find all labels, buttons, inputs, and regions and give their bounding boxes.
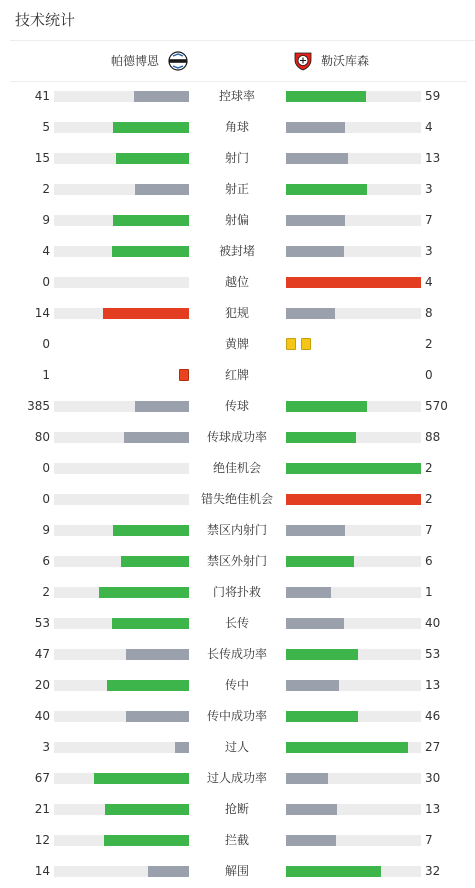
stat-label: 过人 <box>224 740 249 754</box>
home-stat-value: 40 <box>34 709 50 723</box>
away-stat-bar <box>286 773 421 784</box>
stat-row <box>0 301 475 325</box>
away-stat-bar <box>286 866 421 877</box>
home-stat-value: 5 <box>42 120 50 134</box>
home-stat-value: 53 <box>34 616 50 630</box>
home-stat-value: 1 <box>42 368 50 382</box>
away-stat-value: 3 <box>425 182 433 196</box>
stat-row <box>0 859 475 883</box>
away-stat-bar-fill <box>286 494 421 505</box>
home-stat-bar-fill <box>113 525 189 536</box>
home-stat-value: 4 <box>42 244 50 258</box>
stat-row <box>0 642 475 666</box>
stat-row <box>0 270 475 294</box>
stat-label: 越位 <box>224 275 249 289</box>
stat-row <box>0 766 475 790</box>
stat-row <box>0 394 475 418</box>
stat-label: 射正 <box>224 182 249 196</box>
home-stat-bar <box>54 401 189 412</box>
home-stat-bar-fill <box>94 773 189 784</box>
home-stat-bar <box>54 587 189 598</box>
stat-row <box>0 177 475 201</box>
home-stat-bar-fill <box>126 711 189 722</box>
home-stat-bar <box>54 246 189 257</box>
away-stat-bar <box>286 122 421 133</box>
yellow-card-icon <box>301 338 311 350</box>
home-stat-bar <box>54 804 189 815</box>
home-stat-value: 67 <box>34 771 50 785</box>
away-stat-bar-fill <box>286 215 345 226</box>
home-stat-bar-fill <box>135 184 189 195</box>
stat-label: 犯规 <box>224 306 249 320</box>
stat-label: 传中成功率 <box>206 709 267 723</box>
home-stat-bar-fill <box>175 742 189 753</box>
stat-row <box>0 549 475 573</box>
away-stat-bar-fill <box>286 91 366 102</box>
away-stat-bar-fill <box>286 804 337 815</box>
home-stat-bar <box>54 153 189 164</box>
away-stat-value: 7 <box>425 833 433 847</box>
home-stat-bar-fill <box>112 246 189 257</box>
away-stat-bar-fill <box>286 742 408 753</box>
stat-row <box>0 518 475 542</box>
away-stat-bar <box>286 556 421 567</box>
stat-label: 射门 <box>224 151 249 165</box>
stat-row <box>0 332 475 356</box>
stat-row <box>0 611 475 635</box>
away-stat-bar-fill <box>286 587 331 598</box>
away-stat-bar <box>286 587 421 598</box>
stat-label: 禁区外射门 <box>206 554 267 568</box>
away-stat-bar-fill <box>286 401 367 412</box>
stat-label: 黄牌 <box>224 337 249 351</box>
away-stat-bar <box>286 463 421 474</box>
home-stat-bar <box>54 835 189 846</box>
stat-label: 解围 <box>224 864 249 878</box>
home-stat-bar <box>54 773 189 784</box>
away-stat-bar <box>286 153 421 164</box>
away-stat-bar-fill <box>286 525 345 536</box>
home-stat-bar <box>54 742 189 753</box>
away-stat-bar-fill <box>286 618 344 629</box>
stat-label: 抢断 <box>224 802 249 816</box>
home-stat-bar-fill <box>113 122 189 133</box>
stat-label: 长传 <box>224 616 249 630</box>
stat-label: 绝佳机会 <box>212 461 261 475</box>
home-stat-value: 20 <box>34 678 50 692</box>
home-stat-value: 14 <box>34 306 50 320</box>
stat-label: 错失绝佳机会 <box>200 492 273 506</box>
away-stat-bar <box>286 246 421 257</box>
away-stat-bar <box>286 618 421 629</box>
away-stat-value: 7 <box>425 213 433 227</box>
stat-label: 被封堵 <box>218 244 255 258</box>
away-stat-value: 6 <box>425 554 433 568</box>
stat-label: 长传成功率 <box>206 647 267 661</box>
home-stat-bar <box>54 525 189 536</box>
away-stat-bar-fill <box>286 866 381 877</box>
away-stat-bar <box>286 277 421 288</box>
home-stat-bar-fill <box>107 680 189 691</box>
away-stat-bar <box>286 680 421 691</box>
title-divider <box>10 40 475 41</box>
stat-row <box>0 239 475 263</box>
away-stat-value: 3 <box>425 244 433 258</box>
away-stat-bar <box>286 649 421 660</box>
stat-label: 射偏 <box>224 213 249 227</box>
away-stat-value: 0 <box>425 368 433 382</box>
home-stat-bar <box>54 494 189 505</box>
away-stat-value: 46 <box>425 709 441 723</box>
paderborn-crest-icon <box>167 51 189 71</box>
home-stat-bar <box>54 184 189 195</box>
away-stat-bar-fill <box>286 153 348 164</box>
away-stat-value: 13 <box>425 802 441 816</box>
home-stat-bar <box>54 215 189 226</box>
away-stat-bar-fill <box>286 835 336 846</box>
home-stat-value: 9 <box>42 523 50 537</box>
away-stat-bar-fill <box>286 432 356 443</box>
home-stat-bar <box>54 122 189 133</box>
home-stat-bar-fill <box>121 556 189 567</box>
home-team-header <box>111 51 189 71</box>
away-stat-value: 27 <box>425 740 441 754</box>
away-stat-bar-fill <box>286 556 354 567</box>
header-divider <box>10 81 467 82</box>
away-team-name: 勒沃库森 <box>321 54 370 68</box>
away-stat-value: 32 <box>425 864 441 878</box>
home-stat-value: 47 <box>34 647 50 661</box>
away-stat-bar-fill <box>286 122 345 133</box>
home-stat-bar <box>54 277 189 288</box>
home-stat-bar-fill <box>116 153 189 164</box>
stat-label: 传球 <box>224 399 249 413</box>
home-team-name: 帕德博恩 <box>110 54 159 68</box>
home-stat-value: 14 <box>34 864 50 878</box>
stat-row <box>0 425 475 449</box>
away-stat-value: 2 <box>425 492 433 506</box>
home-stat-bar-fill <box>134 91 189 102</box>
away-stat-bar-fill <box>286 773 328 784</box>
home-stat-value: 80 <box>34 430 50 444</box>
away-stat-bar-fill <box>286 680 339 691</box>
stat-label: 传中 <box>224 678 249 692</box>
away-stat-value: 4 <box>425 120 433 134</box>
home-stat-bar <box>54 463 189 474</box>
stat-row <box>0 146 475 170</box>
away-stat-bar-fill <box>286 649 358 660</box>
home-stat-value: 2 <box>42 182 50 196</box>
away-stat-bar <box>286 742 421 753</box>
away-stat-value: 59 <box>425 89 441 103</box>
away-stat-bar-fill <box>286 246 344 257</box>
home-stat-value: 12 <box>34 833 50 847</box>
away-stat-value: 8 <box>425 306 433 320</box>
stat-row <box>0 363 475 387</box>
stat-row <box>0 580 475 604</box>
away-stat-bar-fill <box>286 277 421 288</box>
stat-label: 传球成功率 <box>206 430 267 444</box>
away-stat-value: 30 <box>425 771 441 785</box>
home-stat-bar-fill <box>113 215 189 226</box>
stat-label: 控球率 <box>218 89 255 103</box>
away-stat-value: 2 <box>425 461 433 475</box>
stat-row <box>0 208 475 232</box>
away-stat-value: 40 <box>425 616 441 630</box>
stat-row <box>0 84 475 108</box>
away-stat-bar <box>286 711 421 722</box>
stat-label: 角球 <box>224 120 249 134</box>
home-stat-value: 15 <box>34 151 50 165</box>
home-stat-bar-fill <box>126 649 189 660</box>
home-stat-bar-fill <box>112 618 189 629</box>
home-stat-value: 385 <box>27 399 50 413</box>
away-stat-bar <box>286 494 421 505</box>
stat-label: 拦截 <box>224 833 249 847</box>
away-stat-bar-fill <box>286 308 335 319</box>
home-stat-bar-fill <box>135 401 189 412</box>
home-stat-value: 6 <box>42 554 50 568</box>
stat-row <box>0 456 475 480</box>
away-stat-value: 570 <box>425 399 448 413</box>
away-stat-bar <box>286 835 421 846</box>
away-stat-value: 53 <box>425 647 441 661</box>
home-stat-bar <box>54 308 189 319</box>
home-stat-value: 0 <box>42 275 50 289</box>
away-stat-bar <box>286 525 421 536</box>
away-stat-bar <box>286 184 421 195</box>
stat-row <box>0 735 475 759</box>
page-title: 技术统计 <box>15 11 76 29</box>
red-card-icon <box>179 369 189 381</box>
home-stat-bar <box>54 866 189 877</box>
home-stat-value: 2 <box>42 585 50 599</box>
away-stat-bar-fill <box>286 463 421 474</box>
stat-row <box>0 704 475 728</box>
stat-row <box>0 115 475 139</box>
stat-row <box>0 487 475 511</box>
away-stat-value: 7 <box>425 523 433 537</box>
home-cards <box>179 369 189 381</box>
home-stat-value: 21 <box>34 802 50 816</box>
home-stat-bar-fill <box>124 432 189 443</box>
away-stat-value: 88 <box>425 430 441 444</box>
stat-row <box>0 797 475 821</box>
leverkusen-crest-icon <box>292 51 314 71</box>
home-stat-bar <box>54 711 189 722</box>
away-stat-value: 2 <box>425 337 433 351</box>
stat-label: 禁区内射门 <box>206 523 267 537</box>
stat-row <box>0 673 475 697</box>
away-stat-value: 4 <box>425 275 433 289</box>
away-stat-bar-fill <box>286 184 367 195</box>
away-stat-bar <box>286 804 421 815</box>
home-stat-bar <box>54 618 189 629</box>
away-stat-bar <box>286 432 421 443</box>
away-stat-bar-fill <box>286 711 358 722</box>
home-stat-value: 41 <box>34 89 50 103</box>
away-stat-value: 13 <box>425 678 441 692</box>
home-stat-bar <box>54 91 189 102</box>
stat-label: 门将扑救 <box>212 585 261 599</box>
stat-row <box>0 828 475 852</box>
away-stat-value: 13 <box>425 151 441 165</box>
yellow-card-icon <box>286 338 296 350</box>
away-stat-bar <box>286 308 421 319</box>
home-stat-bar <box>54 432 189 443</box>
home-stat-bar-fill <box>148 866 189 877</box>
home-stat-bar-fill <box>104 835 189 846</box>
away-stat-bar <box>286 401 421 412</box>
home-stat-bar <box>54 556 189 567</box>
stat-label: 过人成功率 <box>206 771 267 785</box>
home-stat-bar <box>54 649 189 660</box>
home-stat-bar-fill <box>105 804 189 815</box>
away-team-header <box>292 51 369 71</box>
away-stat-value: 1 <box>425 585 433 599</box>
home-stat-value: 3 <box>42 740 50 754</box>
home-stat-value: 0 <box>42 337 50 351</box>
away-stat-bar <box>286 91 421 102</box>
away-stat-bar <box>286 215 421 226</box>
home-stat-value: 0 <box>42 461 50 475</box>
home-stat-bar-fill <box>99 587 189 598</box>
home-stat-value: 0 <box>42 492 50 506</box>
away-cards <box>286 338 311 350</box>
home-stat-value: 9 <box>42 213 50 227</box>
home-stat-bar <box>54 680 189 691</box>
home-stat-bar-fill <box>103 308 189 319</box>
stat-label: 红牌 <box>224 368 249 382</box>
